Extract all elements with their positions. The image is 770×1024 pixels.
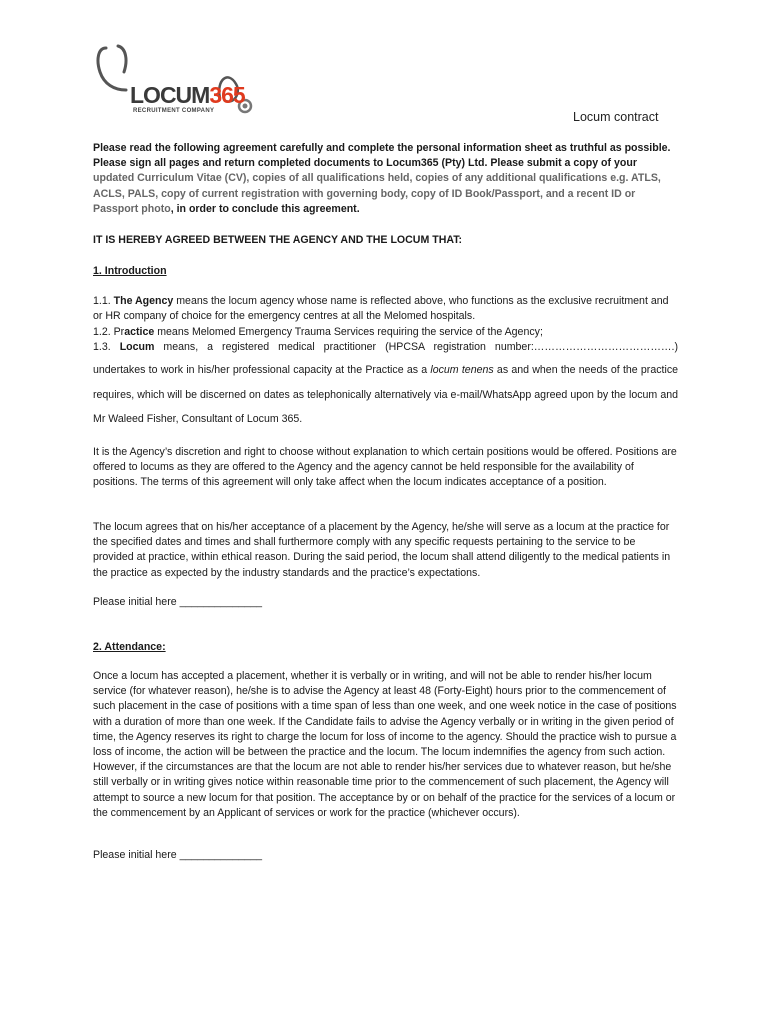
- definition-1-2: 1.2. Practice means Melomed Emergency Trauma Services requiring the service of the Agency;: [93, 326, 543, 338]
- intro-text-1: Please read the following agreement carefully and complete the personal information sheet as truthful as possible. Please sign all pages and return completed documents to Locum365 (Pty) Ltd. Please submit a copy of your: [93, 142, 671, 170]
- initial-line-section1[interactable]: Please initial here ______________: [93, 596, 263, 608]
- definition-1-3: 1.3. Locum means, a registered medical practitioner (HPCSA registration number:………………………………….): [93, 341, 678, 353]
- document-title: Locum contract: [573, 110, 659, 124]
- definition-1-3-continued: undertakes to work in his/her professional capacity at the Practice as a locum tenens as and when the needs of the practice requires, which will be discerned on dates as telephonically alternatively via e-mail/WhatsApp agreed upon by the locum and Mr Waleed Fisher, Consultant of Locum 365.: [93, 364, 679, 425]
- initial-line-section2[interactable]: Please initial here ______________: [93, 849, 263, 861]
- agreement-heading: IT IS HEREBY AGREED BETWEEN THE AGENCY AND THE LOCUM THAT:: [93, 234, 463, 246]
- logo-wordmark: LOCUM365: [130, 82, 245, 108]
- acceptance-paragraph: The locum agrees that on his/her acceptance of a placement by the Agency, he/she will serve as a locum at the practice for the specified dates and times and shall furthermore comply with any specific requests pertaining to the service to be provided at practice, within ethical reason. During the said period, the locum shall attend diligently to the medical patients in the practice as expected by the industry standards and the practice’s expectations.: [93, 521, 671, 579]
- section2-heading: 2. Attendance:: [93, 641, 166, 653]
- company-logo: [92, 40, 262, 130]
- attendance-paragraph: Once a locum has accepted a placement, whether it is verbally or in writing, and will not be able to render his/her locum service (for whatever reason), he/she is to advise the Agency at least 48 (Forty-Eight) hours prior to the commencement of such placement in the case of positions with a time span of less than one week, and one week notice in the case of positions with a duration of more than one week. If the Candidate fails to advise the Agency verbally or in writing in the given period of time, the Agency reserves its right to charge the locum for loss of income to the agency. Should the practice wish to pursue a loss of income, the action will be between the practice and the locum. The locum indemnifies the agency from such action. However, if the circumstances are that the locum are not able to render his/her services due to whatever reason, but he/she still verbally or in writing gives notice within reasonable time prior to the commencement of such placement, the Agency will attempt to source a new locum for that position. The acceptance by or on behalf of the practice for the services of a locum or the commencement by an Applicant of services or work for the practice (whichever occurs).: [93, 670, 677, 819]
- intro-required-documents: updated Curriculum Vitae (CV), copies of all qualifications held, copies of any additional qualifications e.g. ATLS, ACLS, PALS, copy of current registration with governing body, copy of ID Book/Passport, and a recent ID or Passport photo: [93, 172, 661, 215]
- discretion-paragraph: It is the Agency’s discretion and right to choose without explanation to which certain positions would be offered. Positions are offered to locums as they are offered to the Agency and the agency cannot be held responsible for the availability of positions. The terms of this agreement will only take affect when the locum indicates acceptance of a position.: [93, 446, 677, 489]
- section1-heading: 1. Introduction: [93, 265, 167, 277]
- definition-1-1: 1.1. The Agency means the locum agency whose name is reflected above, who functions as the exclusive recruitment and or HR company of choice for the emergency centres at all the Melomed hospitals.: [93, 295, 669, 323]
- logo-subtitle: RECRUITMENT COMPANY: [133, 108, 215, 114]
- intro-paragraph: [93, 141, 678, 217]
- intro-text-2: , in order to conclude this agreement.: [170, 202, 360, 215]
